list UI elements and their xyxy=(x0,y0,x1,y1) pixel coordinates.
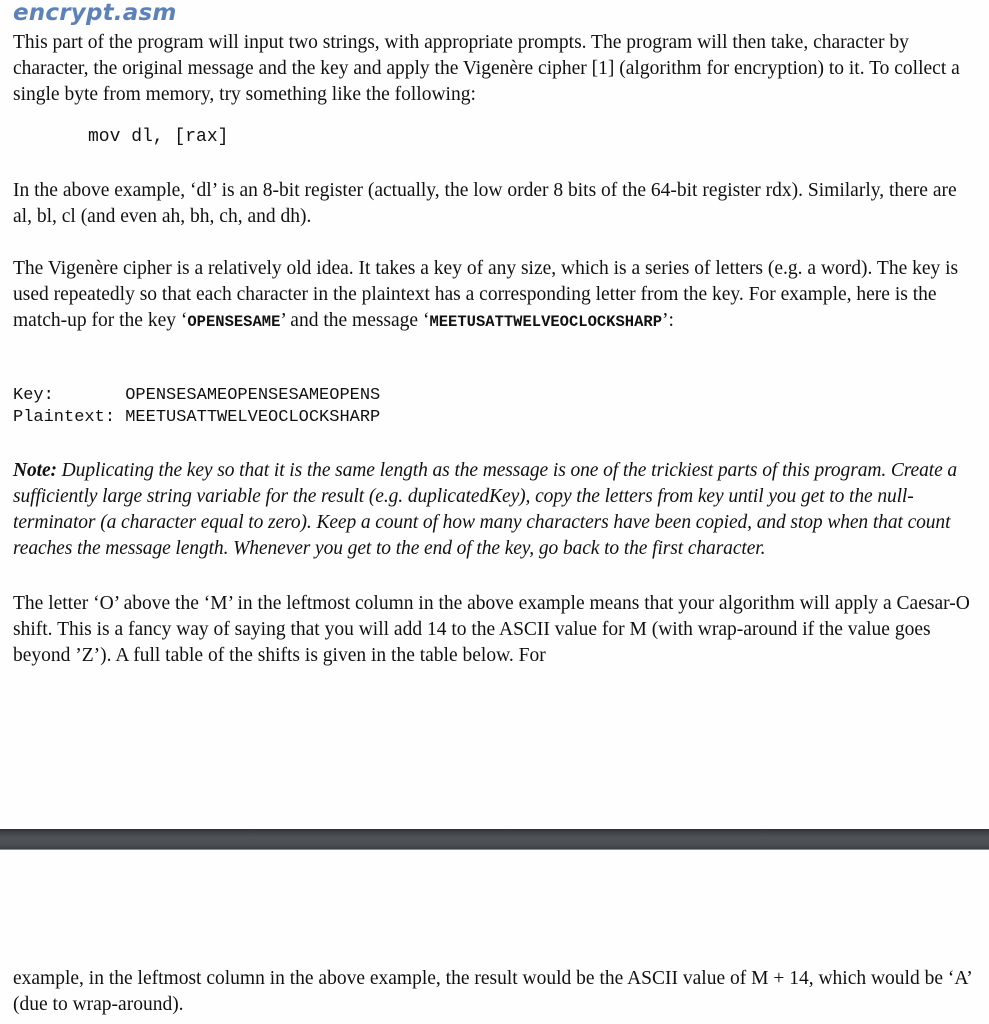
vigenere-text-after: ’: xyxy=(662,310,674,331)
plaintext-value: MEETUSATTWELVEOCLOCKSHARP xyxy=(125,408,381,427)
section-title: encrypt.asm xyxy=(13,0,177,26)
plaintext-line xyxy=(13,407,380,429)
page-break-divider xyxy=(0,829,989,850)
vigenere-text-between: ’ and the message ‘ xyxy=(280,310,430,331)
continuation-paragraph: example, in the leftmost column in the above example, the result would be the ASCII value of M + 14, which would be ‘A’ (due to wrap-around). xyxy=(13,968,972,1015)
note-text: Duplicating the key so that it is the same length as the message is one of the trickiest parts of this program. Create a sufficiently large string variable for the result (e.g. duplicatedKey), copy the letters from key until you get to the null-terminator (a character equal to zero). Keep a count of how many characters have been copied, and stop when that count reaches the message length. Whenever you get to the end of the key, go back to the first character. xyxy=(13,460,958,559)
note-label: Note: xyxy=(13,460,57,481)
code-example: mov dl, [rax] xyxy=(88,127,229,147)
vigenere-paragraph xyxy=(13,256,978,335)
note-paragraph xyxy=(13,458,978,562)
key-line xyxy=(13,385,380,407)
key-plaintext-block xyxy=(13,385,380,429)
message-word-inline: MEETUSATTWELVEOCLOCKSHARP xyxy=(429,313,662,331)
vigenere-text-before: The Vigenère cipher is a relatively old idea. It takes a key of any size, which is a series of letters (e.g. a word). The key is used repeatedly so that each character in the plaintext has a corresponding letter from the key. For example, here is the match-up for the key ‘ xyxy=(13,258,959,331)
plaintext-label: Plaintext: xyxy=(13,408,126,427)
key-label: Key: xyxy=(13,386,126,405)
key-value: OPENSESAMEOPENSESAMEOPENS xyxy=(125,386,381,405)
intro-paragraph: This part of the program will input two strings, with appropriate prompts. The program will then take, character by character, the original message and the key and apply the Vigenère cipher [1] (algorithm for encryption) to it. To collect a single byte from memory, try something like the following: xyxy=(13,32,960,105)
shift-paragraph: The letter ‘O’ above the ‘M’ in the leftmost column in the above example means that your algorithm will apply a Caesar-O shift. This is a fancy way of saying that you will add 14 to the ASCII value for M (with wrap-around if the value goes beyond ’Z’). A full table of the shifts is given in the table below. For xyxy=(13,593,970,666)
key-word-inline: OPENSESAME xyxy=(187,313,281,331)
register-paragraph: In the above example, ‘dl’ is an 8-bit register (actually, the low order 8 bits of the 64-bit register rdx). Similarly, there are al, bl, cl (and even ah, bh, ch, and dh). xyxy=(13,180,957,227)
